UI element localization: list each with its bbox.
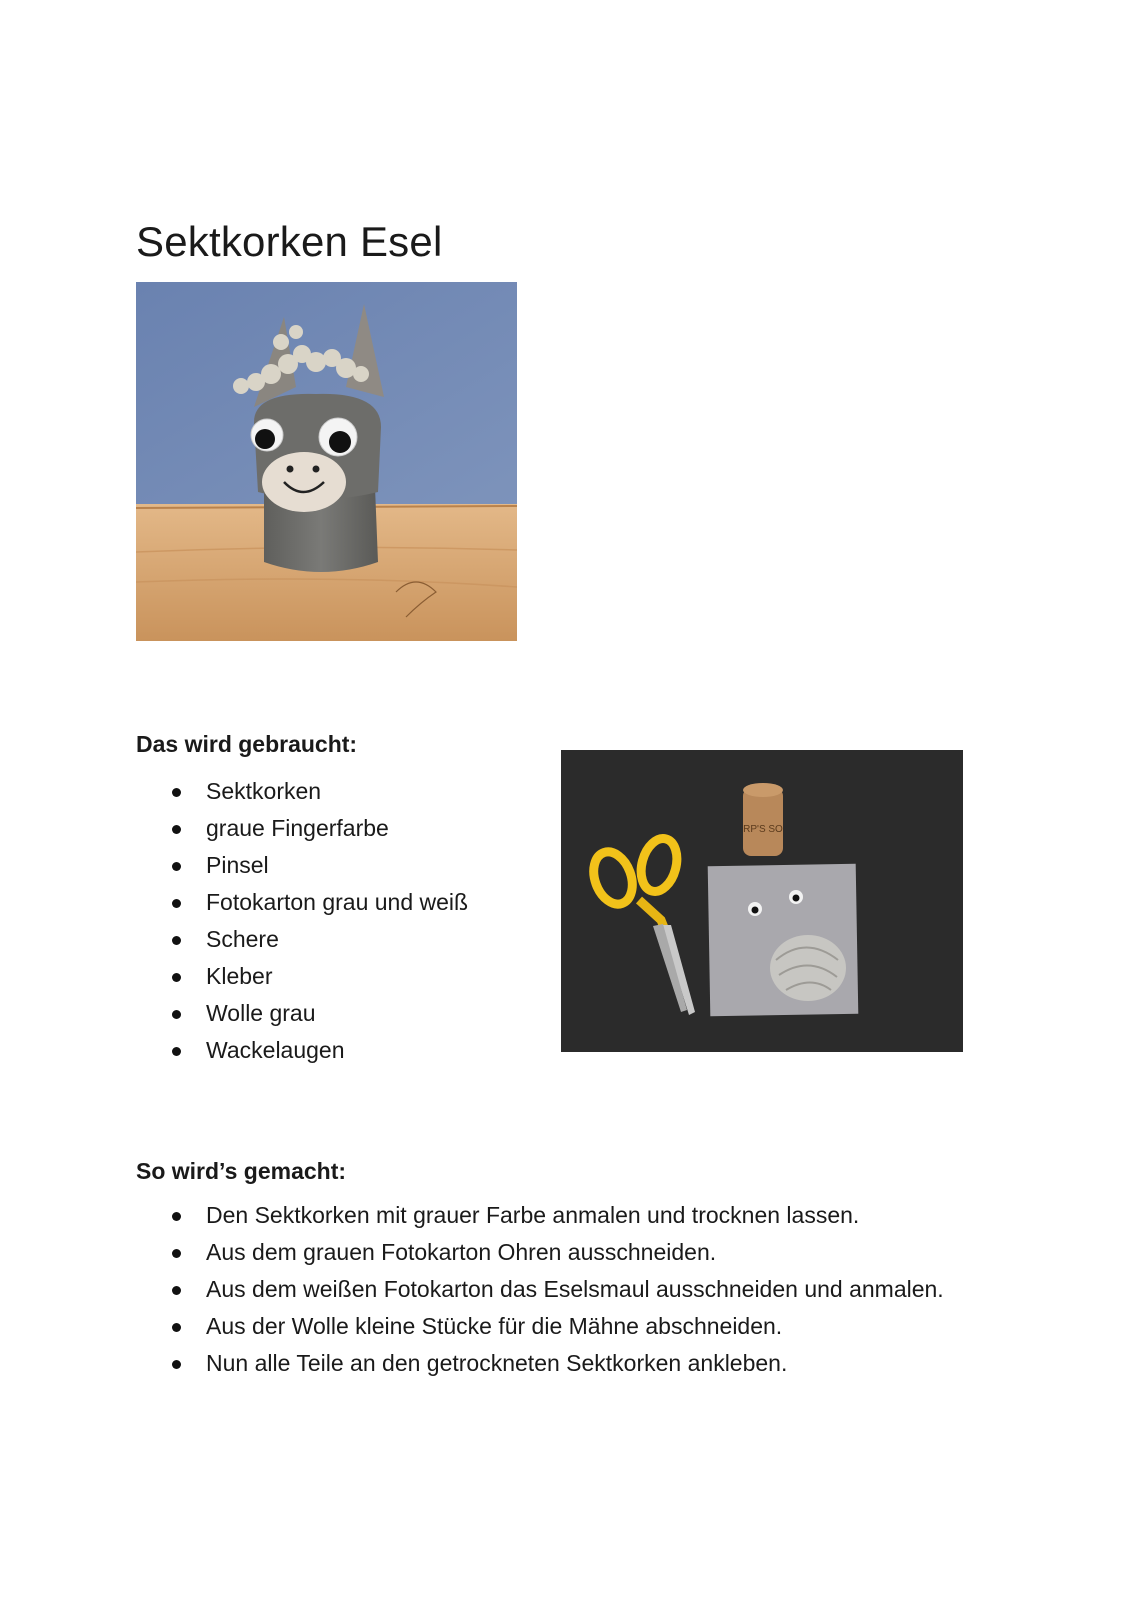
list-item: Aus dem grauen Fotokarton Ohren ausschneiden. [168,1234,944,1271]
finished-donkey-photo [136,282,517,641]
list-item: Nun alle Teile an den getrockneten Sektkorken ankleben. [168,1345,944,1382]
materials-list [168,773,468,1069]
list-item: Wackelaugen [168,1032,468,1069]
instructions-heading: So wird’s gemacht: [136,1158,347,1184]
list-item: Den Sektkorken mit grauer Farbe anmalen und trocknen lassen. [168,1197,944,1234]
list-item: Wolle grau [168,995,468,1032]
donkey-illustration [136,282,517,641]
list-item: Aus der Wolle kleine Stücke für die Mähne abschneiden. [168,1308,944,1345]
list-item: graue Fingerfarbe [168,810,468,847]
materials-heading: Das wird gebraucht: [136,731,358,757]
instructions-list [168,1197,944,1382]
materials-photo [561,750,963,1052]
list-item: Schere [168,921,468,958]
cork-stamp: RP'S SO [743,824,783,835]
list-item: Fotokarton grau und weiß [168,884,468,921]
list-item: Pinsel [168,847,468,884]
materials-illustration [561,750,963,1052]
list-item: Aus dem weißen Fotokarton das Eselsmaul ausschneiden und anmalen. [168,1271,944,1308]
list-item: Kleber [168,958,468,995]
list-item: Sektkorken [168,773,468,810]
page-title: Sektkorken Esel [136,218,443,265]
